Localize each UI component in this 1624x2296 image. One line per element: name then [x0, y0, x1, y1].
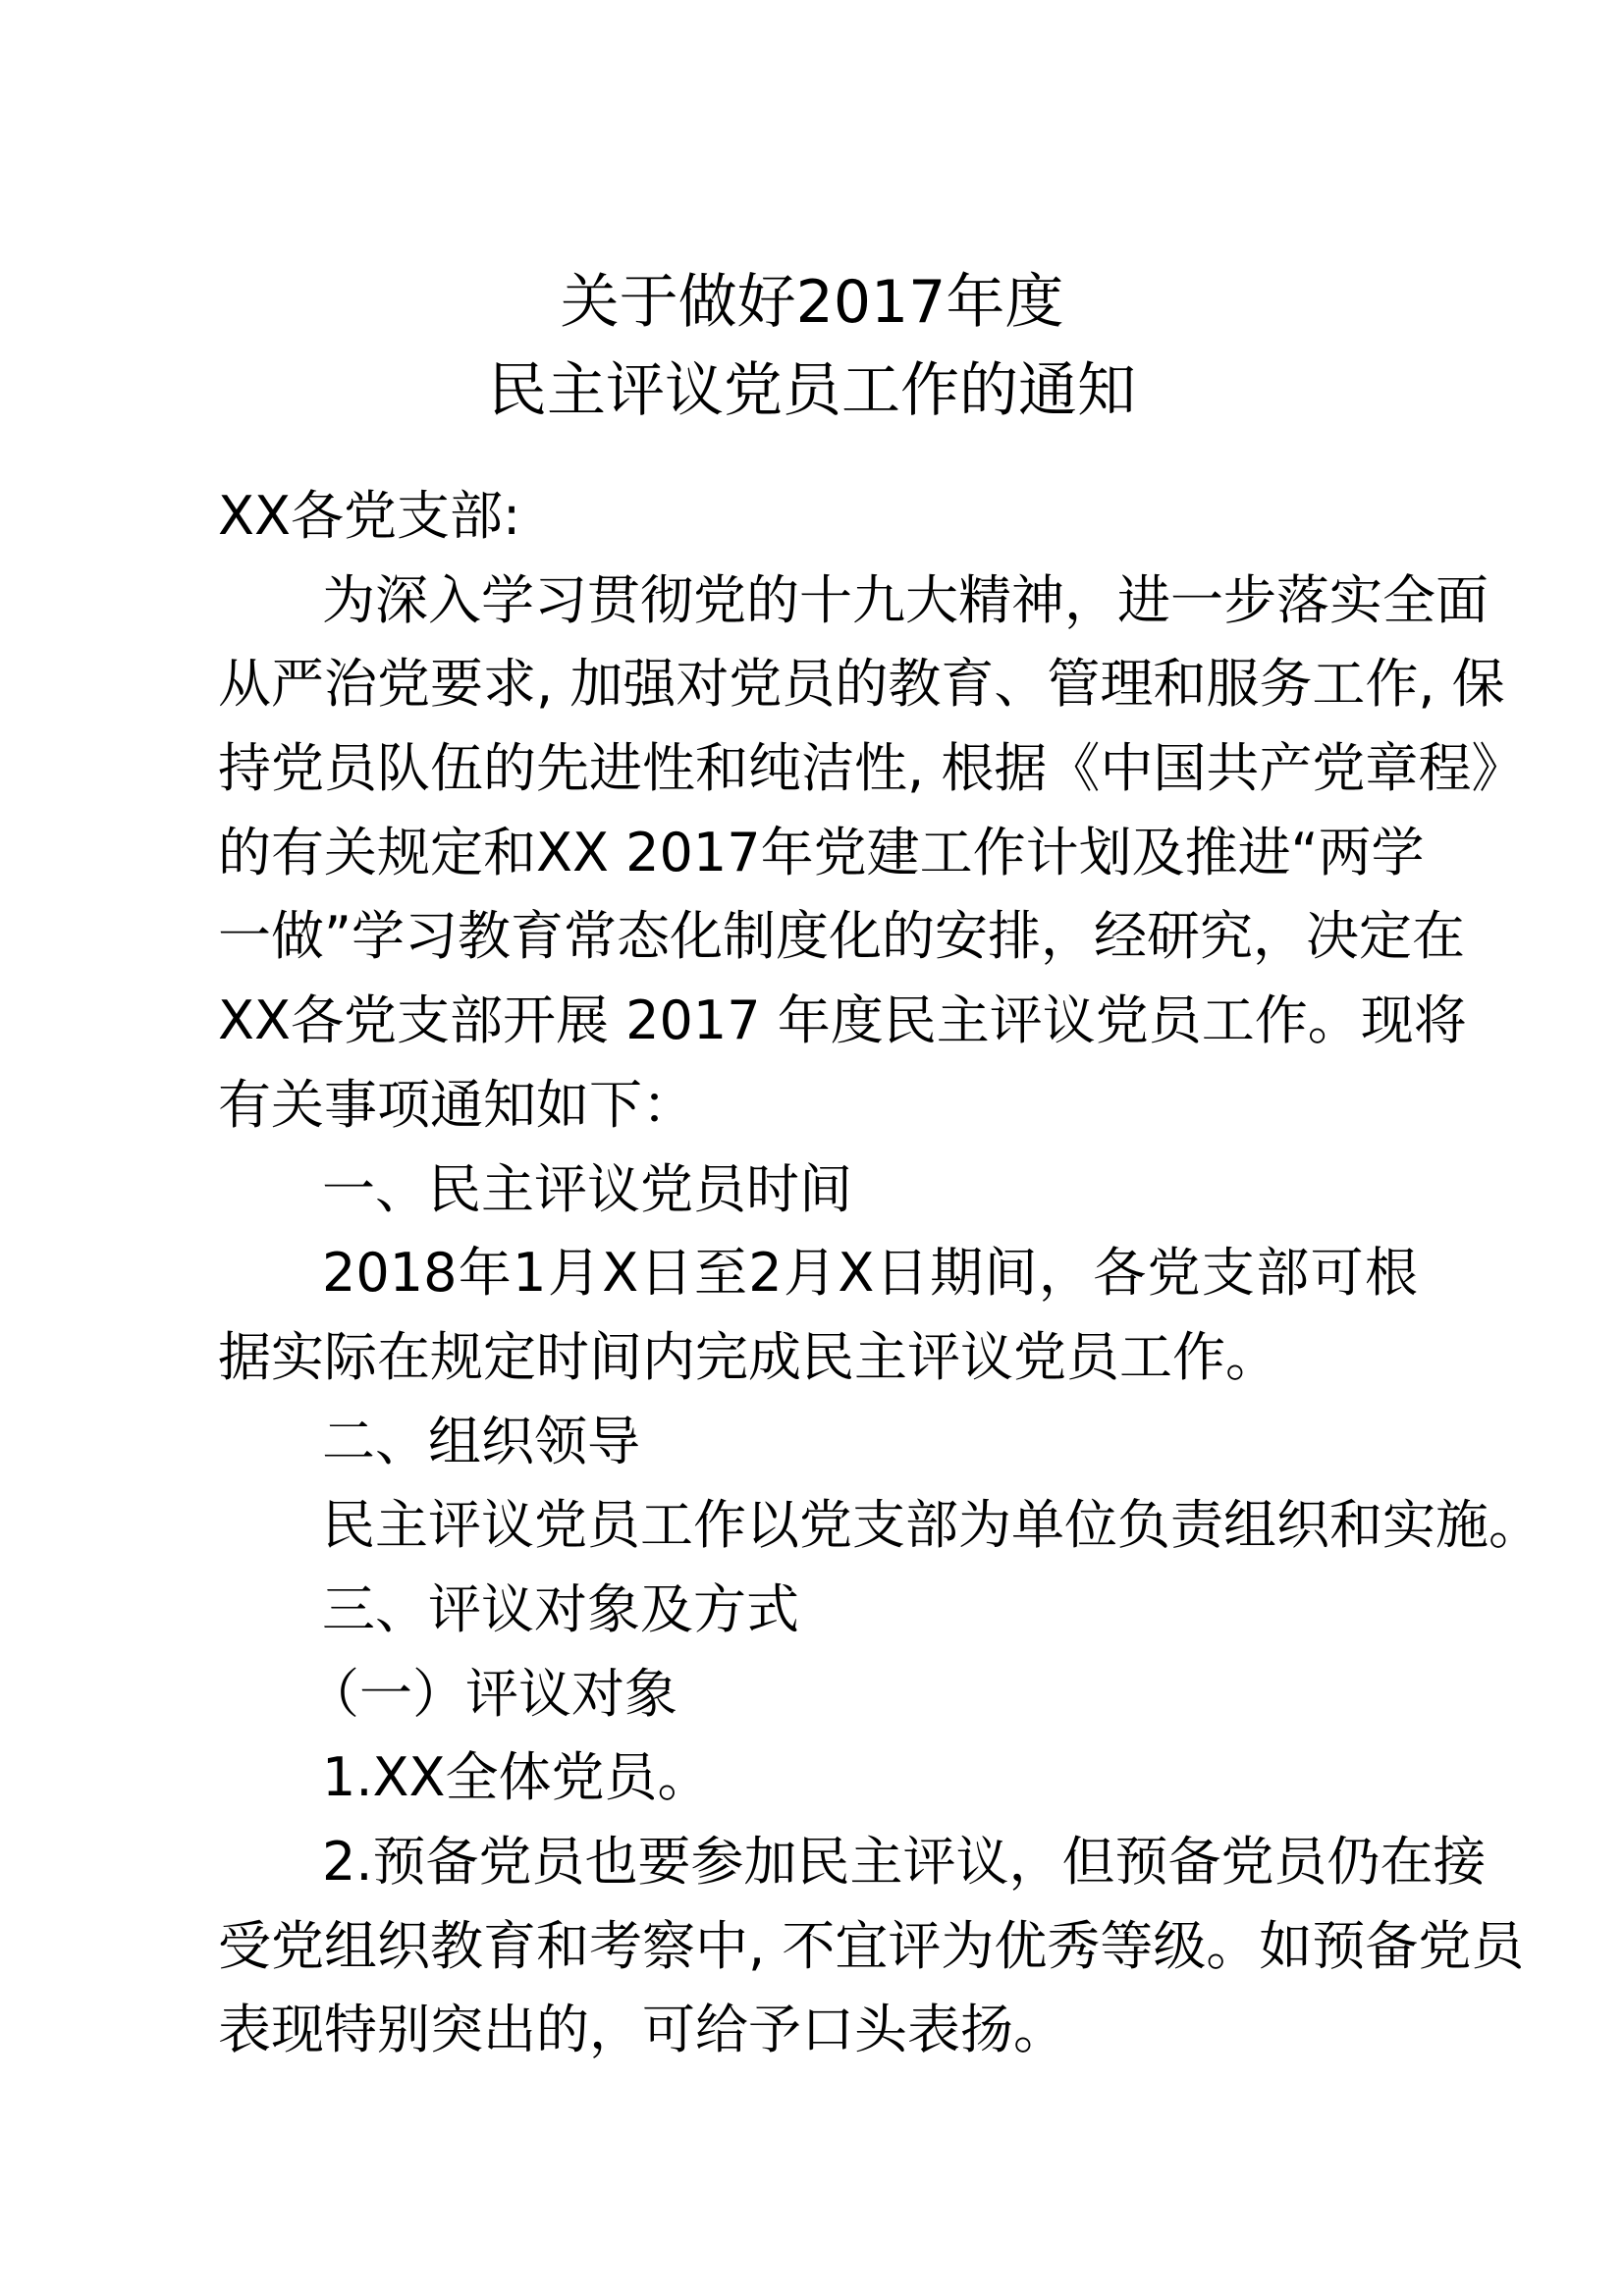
document-title-line-2: 民主评议党员工作的通知	[488, 356, 1136, 425]
body-text-line: （一）评议对象	[306, 1662, 677, 1725]
body-text-line: 二、组织领导	[322, 1410, 640, 1472]
body-text-line: 2018年1月X日至2月X日期间，各党支部可根	[322, 1242, 1418, 1305]
body-text-line: 的有关规定和XX 2017年党建工作计划及推进“两学	[218, 821, 1425, 883]
body-text-line: 民主评议党员工作以党支部为单位负责组织和实施。	[322, 1494, 1542, 1557]
body-text-line: 1.XX全体党员。	[322, 1746, 711, 1809]
body-text-line: 有关事项通知如下：	[218, 1073, 695, 1136]
body-text-line: 从严治党要求, 加强对党员的教育、管理和服务工作, 保	[218, 653, 1505, 716]
body-text-line: 为深入学习贯彻党的十九大精神，进一步落实全面	[322, 568, 1489, 631]
salutation: XX各党支部:	[218, 485, 521, 547]
body-text-line: 一、民主评议党员时间	[322, 1157, 852, 1220]
body-text-line: 2.预备党员也要参加民主评议，但预备党员仍在接	[322, 1831, 1487, 1893]
body-text-line: 一做”学习教育常态化制度化的安排，经研究，决定在	[218, 905, 1465, 968]
body-text-line: 据实际在规定时间内完成民主评议党员工作。	[218, 1325, 1278, 1388]
body-text-line: XX各党支部开展 2017 年度民主评议党员工作。现将	[218, 989, 1467, 1052]
document-title-line-1: 关于做好2017年度	[560, 268, 1064, 337]
body-text-line: 受党组织教育和考察中, 不宜评为优秀等级。如预备党员	[218, 1914, 1525, 1977]
document-body	[218, 474, 1542, 2072]
body-text-line: 三、评议对象及方式	[322, 1577, 799, 1640]
body-text-line: 表现特别突出的，可给予口头表扬。	[218, 1999, 1066, 2061]
body-text-line: 持党员队伍的先进性和纯洁性, 根据《中国共产党章程》	[218, 737, 1525, 800]
